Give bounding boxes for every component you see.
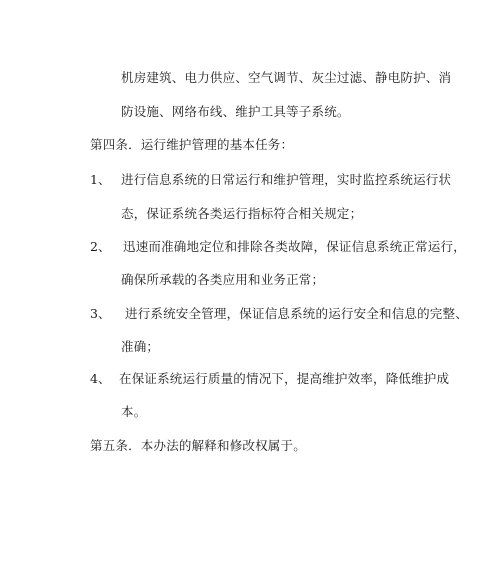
paragraph-line: 防设施、网络布线、维护工具等子系统。 [121, 104, 350, 119]
list-item-number: 4、 [90, 371, 111, 386]
article-4-heading: 第四条．运行维护管理的基本任务： [90, 137, 294, 152]
list-item-line: 迅速而准确地定位和排除各类故障，保证信息系统正常运行， [123, 239, 466, 254]
list-item-line: 本。 [121, 404, 147, 419]
list-item-number: 1、 [90, 172, 111, 187]
list-item-line: 态，保证系统各类运行指标符合相关规定； [121, 206, 363, 221]
paragraph-line: 机房建筑、电力供应、空气调节、灰尘过滤、静电防护、消 [121, 70, 452, 85]
list-item-line: 在保证系统运行质量的情况下，提高维护效率，降低维护成 [119, 371, 450, 386]
list-item-line: 准确； [121, 339, 160, 354]
list-item-line: 确保所承载的各类应用和业务正常； [121, 272, 325, 287]
list-item-number: 3、 [90, 306, 111, 321]
article-5-heading: 第五条．本办法的解释和修改权属于。 [90, 438, 306, 453]
list-item-number: 2、 [90, 239, 111, 254]
list-item-line: 进行系统安全管理，保证信息系统的运行安全和信息的完整、 [125, 306, 468, 321]
list-item-line: 进行信息系统的日常运行和维护管理，实时监控系统运行状 [121, 172, 452, 187]
